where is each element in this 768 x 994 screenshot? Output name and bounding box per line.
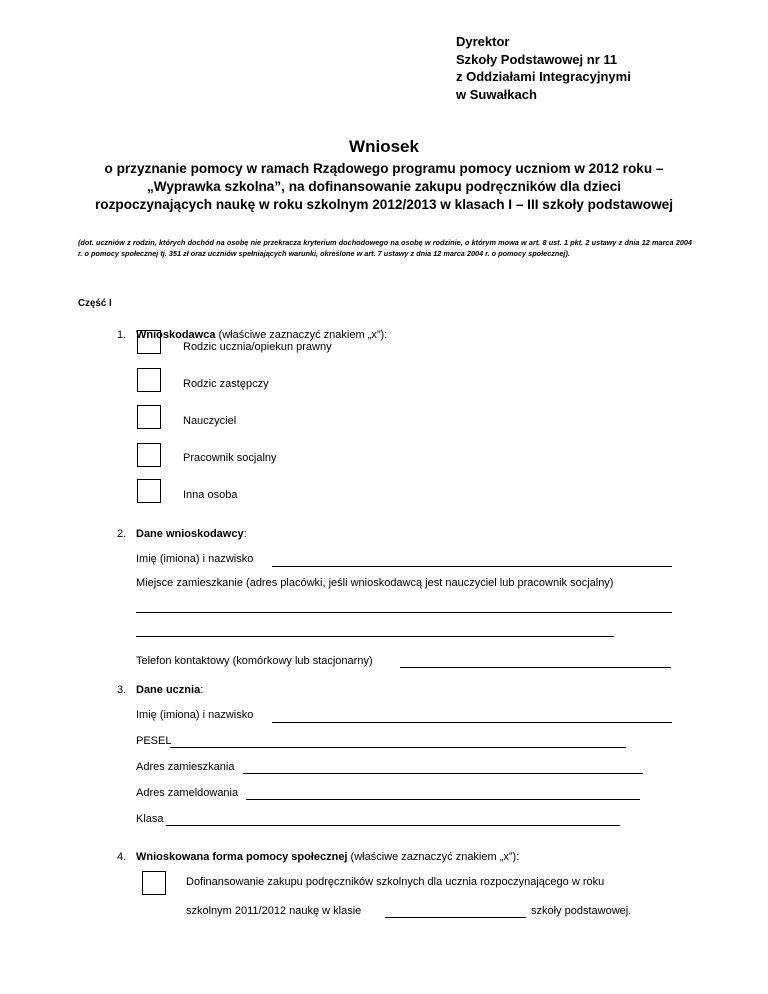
applicant-name-field[interactable] <box>272 566 672 567</box>
section-heading-text: Wnioskowana forma pomocy społecznej <box>136 851 348 863</box>
section-number: 4. <box>117 851 127 863</box>
recipient-address <box>456 33 631 103</box>
applicant-checkbox[interactable] <box>137 479 161 503</box>
student-class-field[interactable] <box>166 825 620 826</box>
subtitle-line: „Wyprawka szkolna”, na dofinansowanie zakupu podręczników dla dzieci <box>146 179 622 194</box>
student-registration-label: Adres zameldowania <box>136 787 239 799</box>
aid-form-option-line2-start: szkolnym 2011/2012 naukę w klasie <box>186 905 362 917</box>
recipient-line: Dyrektor <box>456 34 510 49</box>
student-class-label: Klasa <box>136 813 164 825</box>
recipient-line: w Suwałkach <box>456 86 537 102</box>
applicant-checkbox[interactable] <box>137 368 161 392</box>
applicant-name-label: Imię (imiona) i nazwisko <box>136 553 254 565</box>
student-pesel-label: PESEL <box>136 735 172 747</box>
applicant-phone-field[interactable] <box>400 667 671 668</box>
applicant-checkbox[interactable] <box>137 443 161 467</box>
section2-heading <box>136 528 247 540</box>
section-number: 3. <box>117 684 127 696</box>
document-subtitle <box>70 160 698 214</box>
student-residence-label: Adres zamieszkania <box>136 761 235 773</box>
section3-heading <box>136 684 203 696</box>
aid-form-option-line1: Dofinansowanie zakupu podręczników szkolnych dla ucznia rozpoczynającego w roku <box>186 876 605 888</box>
applicant-option-label: Nauczyciel <box>183 415 237 427</box>
student-name-field[interactable] <box>272 722 672 723</box>
applicant-option-label: Rodzic ucznia/opiekun prawny <box>183 341 332 353</box>
document-title: Wniosek <box>349 137 419 156</box>
section-heading-text: Wnioskodawca <box>136 329 216 341</box>
section-heading-text: Dane ucznia <box>136 684 201 696</box>
eligibility-note: (dot. uczniów z rodzin, których dochód na osobę nie przekracza kryterium dochodowego na osobę w rodzinie, o którym mowa w art. 8 ust. 1 pkt. 2 ustawy z dnia 12 marca 2004 r. o pomocy społecznej tj. 351 zł oraz uczniów spełniających warunki, określone w art. 7 ustawy z dnia 12 marca 2004 r. o pomocy społecznej). <box>78 238 692 258</box>
section-heading-text: Dane wnioskodawcy <box>136 528 244 540</box>
section4-heading <box>136 851 519 863</box>
applicant-checkbox[interactable] <box>137 330 161 354</box>
applicant-option-label: Rodzic zastępczy <box>183 378 269 390</box>
section-hint: (właściwe zaznaczyć znakiem „x”): <box>347 851 520 863</box>
section-colon: : <box>243 528 247 540</box>
recipient-line: Szkoły Podstawowej nr 11 <box>456 51 618 67</box>
section-hint: (właściwe zaznaczyć znakiem „x”): <box>215 329 388 341</box>
applicant-option-label: Pracownik socjalny <box>183 452 277 464</box>
section1-heading <box>136 329 387 341</box>
part-label: Część I <box>78 298 112 309</box>
applicant-option-label: Inna osoba <box>183 489 238 501</box>
subtitle-line: rozpoczynających naukę w roku szkolnym 2012/2013 w klasach I – III szkoły podstawowej <box>95 197 673 212</box>
applicant-checkbox[interactable] <box>137 405 161 429</box>
recipient-line: z Oddziałami Integracyjnymi <box>456 69 631 84</box>
class-number-field[interactable] <box>385 917 526 918</box>
student-residence-field[interactable] <box>243 773 643 774</box>
section-number: 1. <box>117 329 127 341</box>
applicant-address-label: Miejsce zamieszkanie (adres placówki, jeśli wnioskodawcą jest nauczyciel lub pracownik socjalny) <box>136 577 614 589</box>
aid-form-option-line2-end: szkoły podstawowej. <box>531 905 632 917</box>
student-name-label: Imię (imiona) i nazwisko <box>136 709 254 721</box>
student-registration-field[interactable] <box>246 799 640 800</box>
section-colon: : <box>200 684 204 696</box>
applicant-phone-label: Telefon kontaktowy (komórkowy lub stacjonarny) <box>136 655 373 667</box>
applicant-address-field-2[interactable] <box>136 636 614 637</box>
aid-form-checkbox[interactable] <box>142 871 166 895</box>
section-number: 2. <box>117 528 127 540</box>
subtitle-line: o przyznanie pomocy w ramach Rządowego programu pomocy uczniom w 2012 roku – <box>104 161 664 176</box>
applicant-address-field[interactable] <box>136 612 672 613</box>
student-pesel-field[interactable] <box>170 747 626 748</box>
